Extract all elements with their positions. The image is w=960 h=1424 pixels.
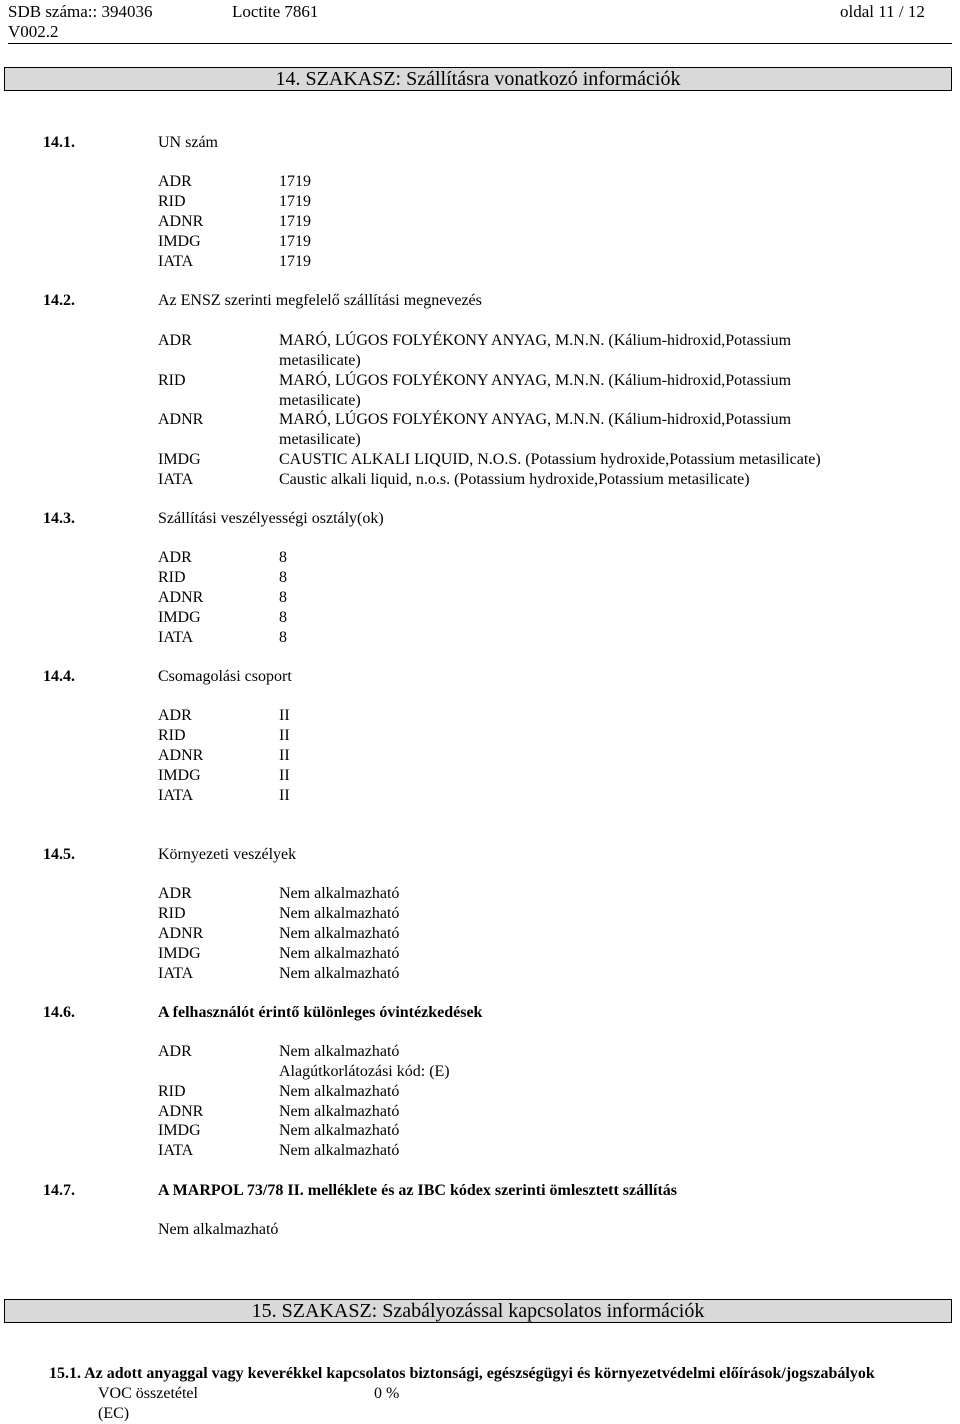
transport-mode-label: ADR (158, 1043, 192, 1060)
un-number-value: 1719 (279, 253, 311, 270)
transport-mode-label: RID (158, 727, 186, 744)
transport-mode-label: IMDG (158, 1122, 201, 1139)
precaution-value: Nem alkalmazható (279, 1043, 400, 1060)
shipping-name-cont: metasilicate) (279, 392, 361, 409)
transport-mode-label: ADNR (158, 411, 204, 428)
transport-mode-label: IATA (158, 471, 194, 488)
subsection-number: 14.4. (43, 668, 75, 685)
page-number: oldal 11 / 12 (840, 2, 925, 21)
subsection-title: Környezeti veszélyek (158, 846, 297, 863)
subsection-number: 14.7. (43, 1182, 75, 1199)
subsection-number: 14.5. (43, 846, 75, 863)
shipping-name-cont: metasilicate) (279, 352, 361, 369)
section-14-header: 14. SZAKASZ: Szállításra vonatkozó információk (4, 67, 952, 91)
packing-group-value: II (279, 707, 290, 724)
shipping-name: CAUSTIC ALKALI LIQUID, N.O.S. (Potassium hydroxide,Potassium metasilicate) (279, 451, 821, 468)
environmental-hazard-value: Nem alkalmazható (279, 885, 400, 902)
transport-mode-label: IATA (158, 1142, 194, 1159)
transport-mode-label: IATA (158, 629, 194, 646)
transport-mode-label: ADNR (158, 747, 204, 764)
section-15-header: 15. SZAKASZ: Szabályozással kapcsolatos információk (4, 1299, 952, 1323)
product-name: Loctite 7861 (232, 2, 319, 21)
shipping-name: MARÓ, LÚGOS FOLYÉKONY ANYAG, M.N.N. (Kálium-hidroxid,Potassium (279, 332, 792, 349)
hazard-class-value: 8 (279, 589, 287, 606)
transport-mode-label: ADNR (158, 213, 204, 230)
environmental-hazard-value: Nem alkalmazható (279, 925, 400, 942)
voc-value: 0 % (374, 1385, 400, 1402)
hazard-class-value: 8 (279, 609, 287, 626)
transport-mode-label: IATA (158, 965, 194, 982)
un-number-value: 1719 (279, 233, 311, 250)
transport-mode-label: IMDG (158, 233, 201, 250)
packing-group-value: II (279, 747, 290, 764)
precaution-value: Nem alkalmazható (279, 1083, 400, 1100)
hazard-class-value: 8 (279, 569, 287, 586)
shipping-name: MARÓ, LÚGOS FOLYÉKONY ANYAG, M.N.N. (Kálium-hidroxid,Potassium (279, 411, 792, 428)
sdb-number: SDB száma:: 394036 (8, 2, 153, 21)
precaution-value: Nem alkalmazható (279, 1142, 400, 1159)
transport-mode-label: ADNR (158, 589, 204, 606)
voc-label-ec: (EC) (98, 1405, 130, 1422)
transport-mode-label: RID (158, 193, 186, 210)
subsection-number: 14.3. (43, 510, 75, 527)
shipping-name: MARÓ, LÚGOS FOLYÉKONY ANYAG, M.N.N. (Kálium-hidroxid,Potassium (279, 372, 792, 389)
voc-label: VOC összetétel (98, 1385, 198, 1402)
bulk-transport-value: Nem alkalmazható (158, 1221, 279, 1238)
tunnel-restriction-code: Alagútkorlátozási kód: (E) (279, 1063, 450, 1080)
un-number-value: 1719 (279, 193, 311, 210)
environmental-hazard-value: Nem alkalmazható (279, 905, 400, 922)
version: V002.2 (8, 22, 59, 41)
hazard-class-value: 8 (279, 629, 287, 646)
shipping-name: Caustic alkali liquid, n.o.s. (Potassium hydroxide,Potassium metasilicate) (279, 471, 750, 488)
transport-mode-label: RID (158, 905, 186, 922)
un-number-value: 1719 (279, 173, 311, 190)
transport-mode-label: IATA (158, 787, 194, 804)
packing-group-value: II (279, 787, 290, 804)
subsection-title: UN szám (158, 134, 218, 151)
subsection-title: Csomagolási csoport (158, 668, 292, 685)
subsection-title: A felhasználót érintő különleges óvintézkedések (158, 1004, 483, 1021)
subsection-number: 14.6. (43, 1004, 75, 1021)
transport-mode-label: IMDG (158, 767, 201, 784)
subsection-number: 14.2. (43, 292, 75, 309)
precaution-value: Nem alkalmazható (279, 1122, 400, 1139)
header-rule (8, 43, 952, 44)
transport-mode-label: ADNR (158, 925, 204, 942)
un-number-value: 1719 (279, 213, 311, 230)
subsection-title: A MARPOL 73/78 II. melléklete és az IBC kódex szerinti ömlesztett szállítás (158, 1182, 678, 1199)
transport-mode-label: ADR (158, 332, 192, 349)
transport-mode-label: RID (158, 372, 186, 389)
packing-group-value: II (279, 727, 290, 744)
transport-mode-label: ADR (158, 173, 192, 190)
subsection-title: Az ENSZ szerinti megfelelő szállítási megnevezés (158, 292, 482, 309)
transport-mode-label: ADR (158, 707, 192, 724)
transport-mode-label: ADR (158, 885, 192, 902)
environmental-hazard-value: Nem alkalmazható (279, 965, 400, 982)
transport-mode-label: ADR (158, 549, 192, 566)
shipping-name-cont: metasilicate) (279, 431, 361, 448)
subsection-number: 14.1. (43, 134, 75, 151)
transport-mode-label: IMDG (158, 609, 201, 626)
transport-mode-label: RID (158, 1083, 186, 1100)
subsection-title: Szállítási veszélyességi osztály(ok) (158, 510, 384, 527)
transport-mode-label: ADNR (158, 1103, 204, 1120)
transport-mode-label: IATA (158, 253, 194, 270)
subsection-title: 15.1. Az adott anyaggal vagy keverékkel kapcsolatos biztonsági, egészségügyi és környezetvédelmi előírások/jogszabályok (49, 1365, 875, 1382)
hazard-class-value: 8 (279, 549, 287, 566)
environmental-hazard-value: Nem alkalmazható (279, 945, 400, 962)
transport-mode-label: RID (158, 569, 186, 586)
transport-mode-label: IMDG (158, 945, 201, 962)
packing-group-value: II (279, 767, 290, 784)
transport-mode-label: IMDG (158, 451, 201, 468)
precaution-value: Nem alkalmazható (279, 1103, 400, 1120)
